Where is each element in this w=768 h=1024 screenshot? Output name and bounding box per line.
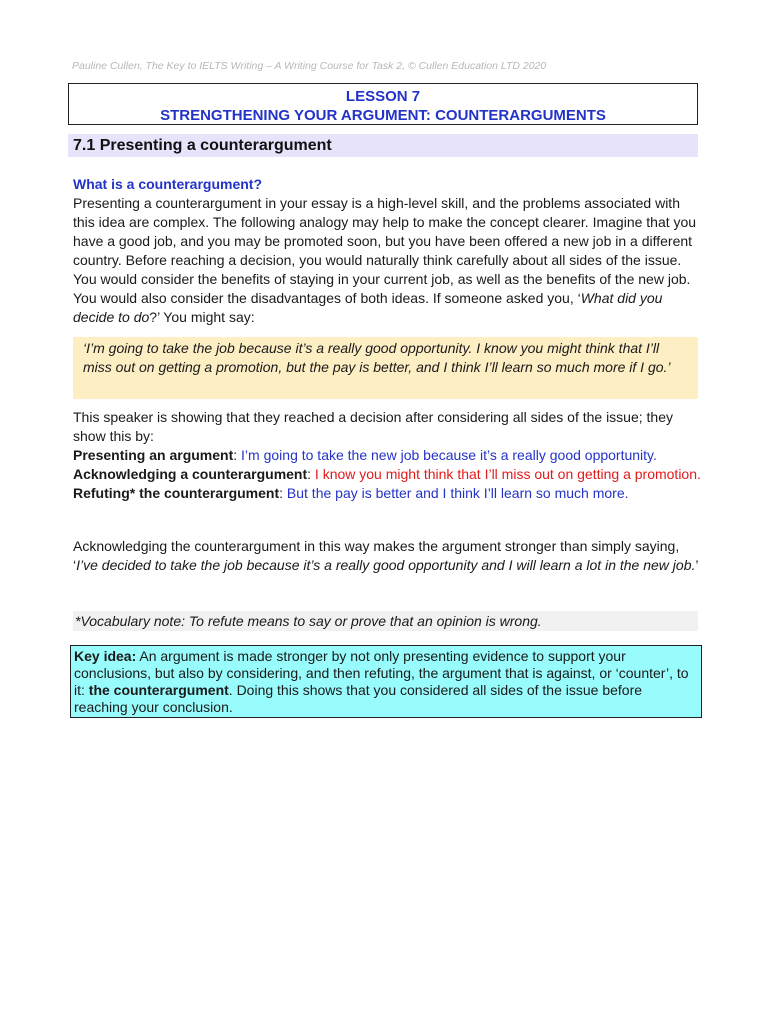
presenting-text: I’m going to take the new job because it’s a really good opportunity. [241,447,657,463]
refuting-label: Refuting* the counterargument [73,485,280,501]
example-quote-box [73,337,698,399]
section-heading: 7.1 Presenting a counterargument [68,134,698,157]
intro-block [73,175,701,327]
analysis-block [73,408,701,503]
intro-question: What did you decide to do [73,290,663,325]
lesson-number: LESSON 7 [345,88,421,105]
key-idea-label: Key idea: [74,648,137,664]
vocabulary-note: *Vocabulary note: To refute means to say or prove that an opinion is wrong. [73,611,698,631]
acknowledging-label: Acknowledging a counterargument [73,466,308,482]
conclusion-paragraph [73,537,701,575]
presenting-line: Presenting an argument: I’m going to take the new job because it’s a really good opportunity. [73,447,657,463]
intro-text-end: ?’ You might say: [149,309,255,325]
lesson-title: STRENGTHENING YOUR ARGUMENT: COUNTERARGUMENTS [160,107,606,124]
lesson-title-box [68,83,698,125]
intro-text-start: Presenting a counterargument in your essay is a high-level skill, and the problems associated with this idea are complex. The following analogy may help to make the concept clearer. Imagine that you have a good job, and you may be promoted soon, but you have been offered a new job in a different country. Before reaching a decision, you would naturally think carefully about all sides of the issue. You would consider the benefits of staying in your current job, as well as the benefits of the new job. You would also consider the disadvantages of both ideas. If someone asked you, ‘ [73,195,697,306]
conclusion-quote: I’ve decided to take the job because it’s a really good opportunity and I will learn a lot in the new job. [76,557,696,573]
copyright-header: Pauline Cullen, The Key to IELTS Writing – A Writing Course for Task 2, © Cullen Education LTD 2020 [72,60,547,72]
analysis-intro: This speaker is showing that they reached a decision after considering all sides of the issue; they show this by: [73,409,673,444]
key-idea-text-start: An argument is made stronger by not only presenting evidence to support your conclusions, but also by considering, and then refuting, the argument that is against, or ‘counter’, to it: [74,648,689,698]
presenting-label: Presenting an argument [73,447,234,463]
refuting-line: Refuting* the counterargument: But the pay is better and I think I’ll learn so much more. [73,485,629,501]
acknowledging-line: Acknowledging a counterargument: I know you might think that I’ll miss out on getting a promotion. [73,466,701,482]
intro-heading: What is a counterargument? [73,176,263,192]
conclusion-start: Acknowledging the counterargument in this way makes the argument stronger than simply saying, ‘ [73,538,680,573]
intro-paragraph [73,194,701,327]
conclusion-end: ’ [695,557,699,573]
key-idea-term: the counterargument [88,682,229,698]
key-idea-text-end: . Doing this shows that you considered all sides of the issue before reaching your conclusion. [74,682,643,715]
acknowledging-text: I know you might think that I’ll miss out on getting a promotion. [314,466,701,482]
key-idea-box [70,645,702,718]
refuting-text: But the pay is better and I think I’ll learn so much more. [286,485,629,501]
example-quote: ‘I’m going to take the job because it’s a really good opportunity. I know you might think that I’ll miss out on getting a promotion, but the pay is better, and I think I’ll learn so much more if I go.’ [83,340,671,375]
